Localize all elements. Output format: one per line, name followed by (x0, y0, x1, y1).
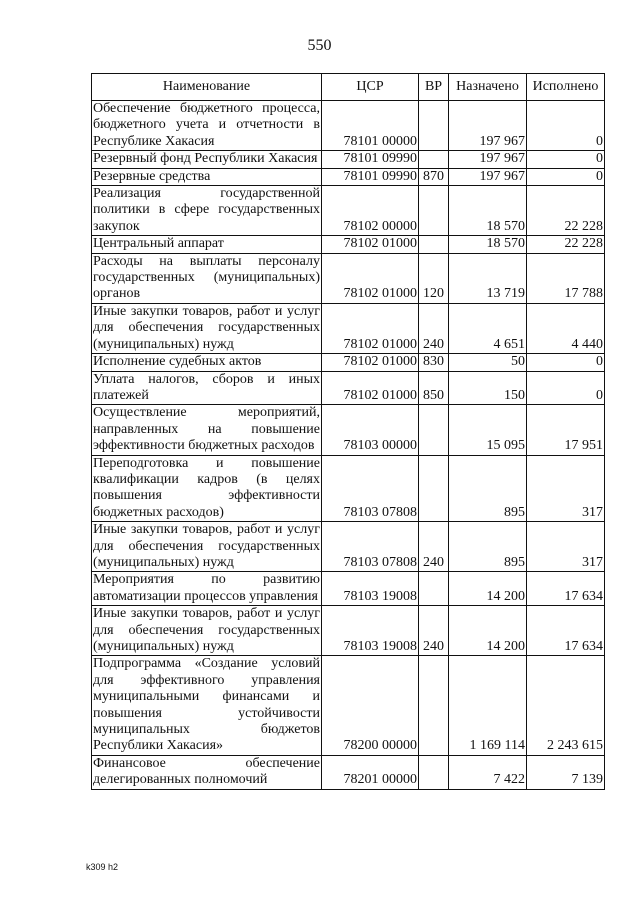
row-csr: 78103 19008 (322, 606, 419, 656)
table-row (92, 572, 605, 606)
row-planned: 895 (449, 455, 527, 522)
row-executed: 0 (527, 168, 605, 185)
table-row (92, 755, 605, 789)
row-executed: 17 634 (527, 572, 605, 606)
row-vr: 870 (419, 168, 449, 185)
row-planned: 150 (449, 371, 527, 405)
table-row (92, 236, 605, 253)
row-csr: 78103 07808 (322, 455, 419, 522)
row-vr: 850 (419, 371, 449, 405)
row-csr: 78102 01000 (322, 253, 419, 303)
table-body (92, 101, 605, 790)
table-row (92, 656, 605, 755)
row-planned: 18 570 (449, 186, 527, 236)
row-csr: 78102 00000 (322, 186, 419, 236)
row-planned: 18 570 (449, 236, 527, 253)
row-name: Осуществление мероприятий, направленных на повышение эффективности бюджетных расходов (93, 405, 320, 454)
budget-table (91, 73, 605, 790)
row-planned: 50 (449, 354, 527, 371)
header-executed: Исполнено (527, 74, 605, 101)
row-executed: 0 (527, 151, 605, 168)
table-row (92, 371, 605, 405)
row-vr (419, 405, 449, 455)
header-vr: ВР (419, 74, 449, 101)
row-csr: 78200 00000 (322, 656, 419, 755)
row-name: Исполнение судебных актов (92, 354, 322, 371)
table-row (92, 253, 605, 303)
table-row (92, 168, 605, 185)
table-header-row (92, 74, 605, 101)
table-row (92, 455, 605, 522)
row-csr: 78102 01000 (322, 354, 419, 371)
row-executed: 17 951 (527, 405, 605, 455)
row-executed: 0 (527, 371, 605, 405)
table-row (92, 606, 605, 656)
row-executed: 22 228 (527, 236, 605, 253)
row-executed: 317 (527, 522, 605, 572)
row-vr: 240 (419, 522, 449, 572)
row-executed: 22 228 (527, 186, 605, 236)
table-row (92, 405, 605, 455)
row-name: Иные закупки товаров, работ и услуг для обеспечения государственных (муниципальных) нужд (93, 606, 320, 654)
row-executed: 317 (527, 455, 605, 522)
row-name: Подпрограмма «Создание условий для эффективного управления муниципальными финансами и повышения устойчивости муниципальных бюджетов Республики Хакасия» (93, 656, 320, 754)
row-name: Резервные средства (92, 168, 322, 185)
row-executed: 2 243 615 (527, 656, 605, 755)
row-planned: 197 967 (449, 101, 527, 151)
row-name: Финансовое обеспечение делегированных полномочий (93, 755, 320, 788)
row-csr: 78102 01000 (322, 236, 419, 253)
row-csr: 78101 09990 (322, 168, 419, 185)
row-planned: 197 967 (449, 151, 527, 168)
header-planned: Назначено (449, 74, 527, 101)
row-executed: 0 (527, 101, 605, 151)
row-vr (419, 101, 449, 151)
row-vr (419, 656, 449, 755)
table-row (92, 303, 605, 353)
row-planned: 15 095 (449, 405, 527, 455)
row-name: Обеспечение бюджетного процесса, бюджетного учета и отчетности в Республике Хакасия (93, 101, 320, 149)
row-executed: 7 139 (527, 755, 605, 789)
table-row (92, 522, 605, 572)
row-vr: 240 (419, 303, 449, 353)
row-name: Иные закупки товаров, работ и услуг для обеспечения государственных (муниципальных) нужд (93, 522, 320, 570)
row-name: Мероприятия по развитию автоматизации процессов управления (93, 572, 320, 604)
page-number: 550 (307, 37, 332, 54)
row-vr: 830 (419, 354, 449, 371)
row-csr: 78101 09990 (322, 151, 419, 168)
row-executed: 17 788 (527, 253, 605, 303)
row-name: Резервный фонд Республики Хакасия (92, 151, 322, 168)
row-vr (419, 151, 449, 168)
row-planned: 1 169 114 (449, 656, 527, 755)
table-row (92, 186, 605, 236)
row-csr: 78201 00000 (322, 755, 419, 789)
row-executed: 17 634 (527, 606, 605, 656)
row-name: Реализация государственной политики в сфере государственных закупок (93, 186, 320, 234)
row-planned: 14 200 (449, 606, 527, 656)
row-name: Переподготовка и повышение квалификации кадров (в целях повышения эффективности бюджетных расходов) (93, 455, 320, 520)
row-csr: 78103 07808 (322, 522, 419, 572)
table-row (92, 151, 605, 168)
row-vr (419, 455, 449, 522)
row-vr: 120 (419, 253, 449, 303)
row-csr: 78102 01000 (322, 371, 419, 405)
row-name: Уплата налогов, сборов и иных платежей (93, 371, 320, 403)
table-row (92, 101, 605, 151)
footer-code: k309 h2 (86, 862, 119, 872)
row-executed: 0 (527, 354, 605, 371)
row-csr: 78102 01000 (322, 303, 419, 353)
row-name: Иные закупки товаров, работ и услуг для обеспечения государственных (муниципальных) нужд (93, 303, 320, 352)
row-vr (419, 572, 449, 606)
header-csr: ЦСР (322, 74, 419, 101)
row-executed: 4 440 (527, 303, 605, 353)
row-planned: 13 719 (449, 253, 527, 303)
row-vr: 240 (419, 606, 449, 656)
row-vr (419, 186, 449, 236)
row-planned: 197 967 (449, 168, 527, 185)
row-planned: 14 200 (449, 572, 527, 606)
row-csr: 78103 00000 (322, 405, 419, 455)
row-csr: 78103 19008 (322, 572, 419, 606)
row-vr (419, 755, 449, 789)
row-planned: 7 422 (449, 755, 527, 789)
row-csr: 78101 00000 (322, 101, 419, 151)
row-name: Центральный аппарат (92, 236, 322, 253)
row-name: Расходы на выплаты персоналу государственных (муниципальных) органов (93, 253, 320, 302)
row-planned: 4 651 (449, 303, 527, 353)
table-row (92, 354, 605, 371)
row-planned: 895 (449, 522, 527, 572)
row-vr (419, 236, 449, 253)
header-name: Наименование (92, 74, 322, 101)
